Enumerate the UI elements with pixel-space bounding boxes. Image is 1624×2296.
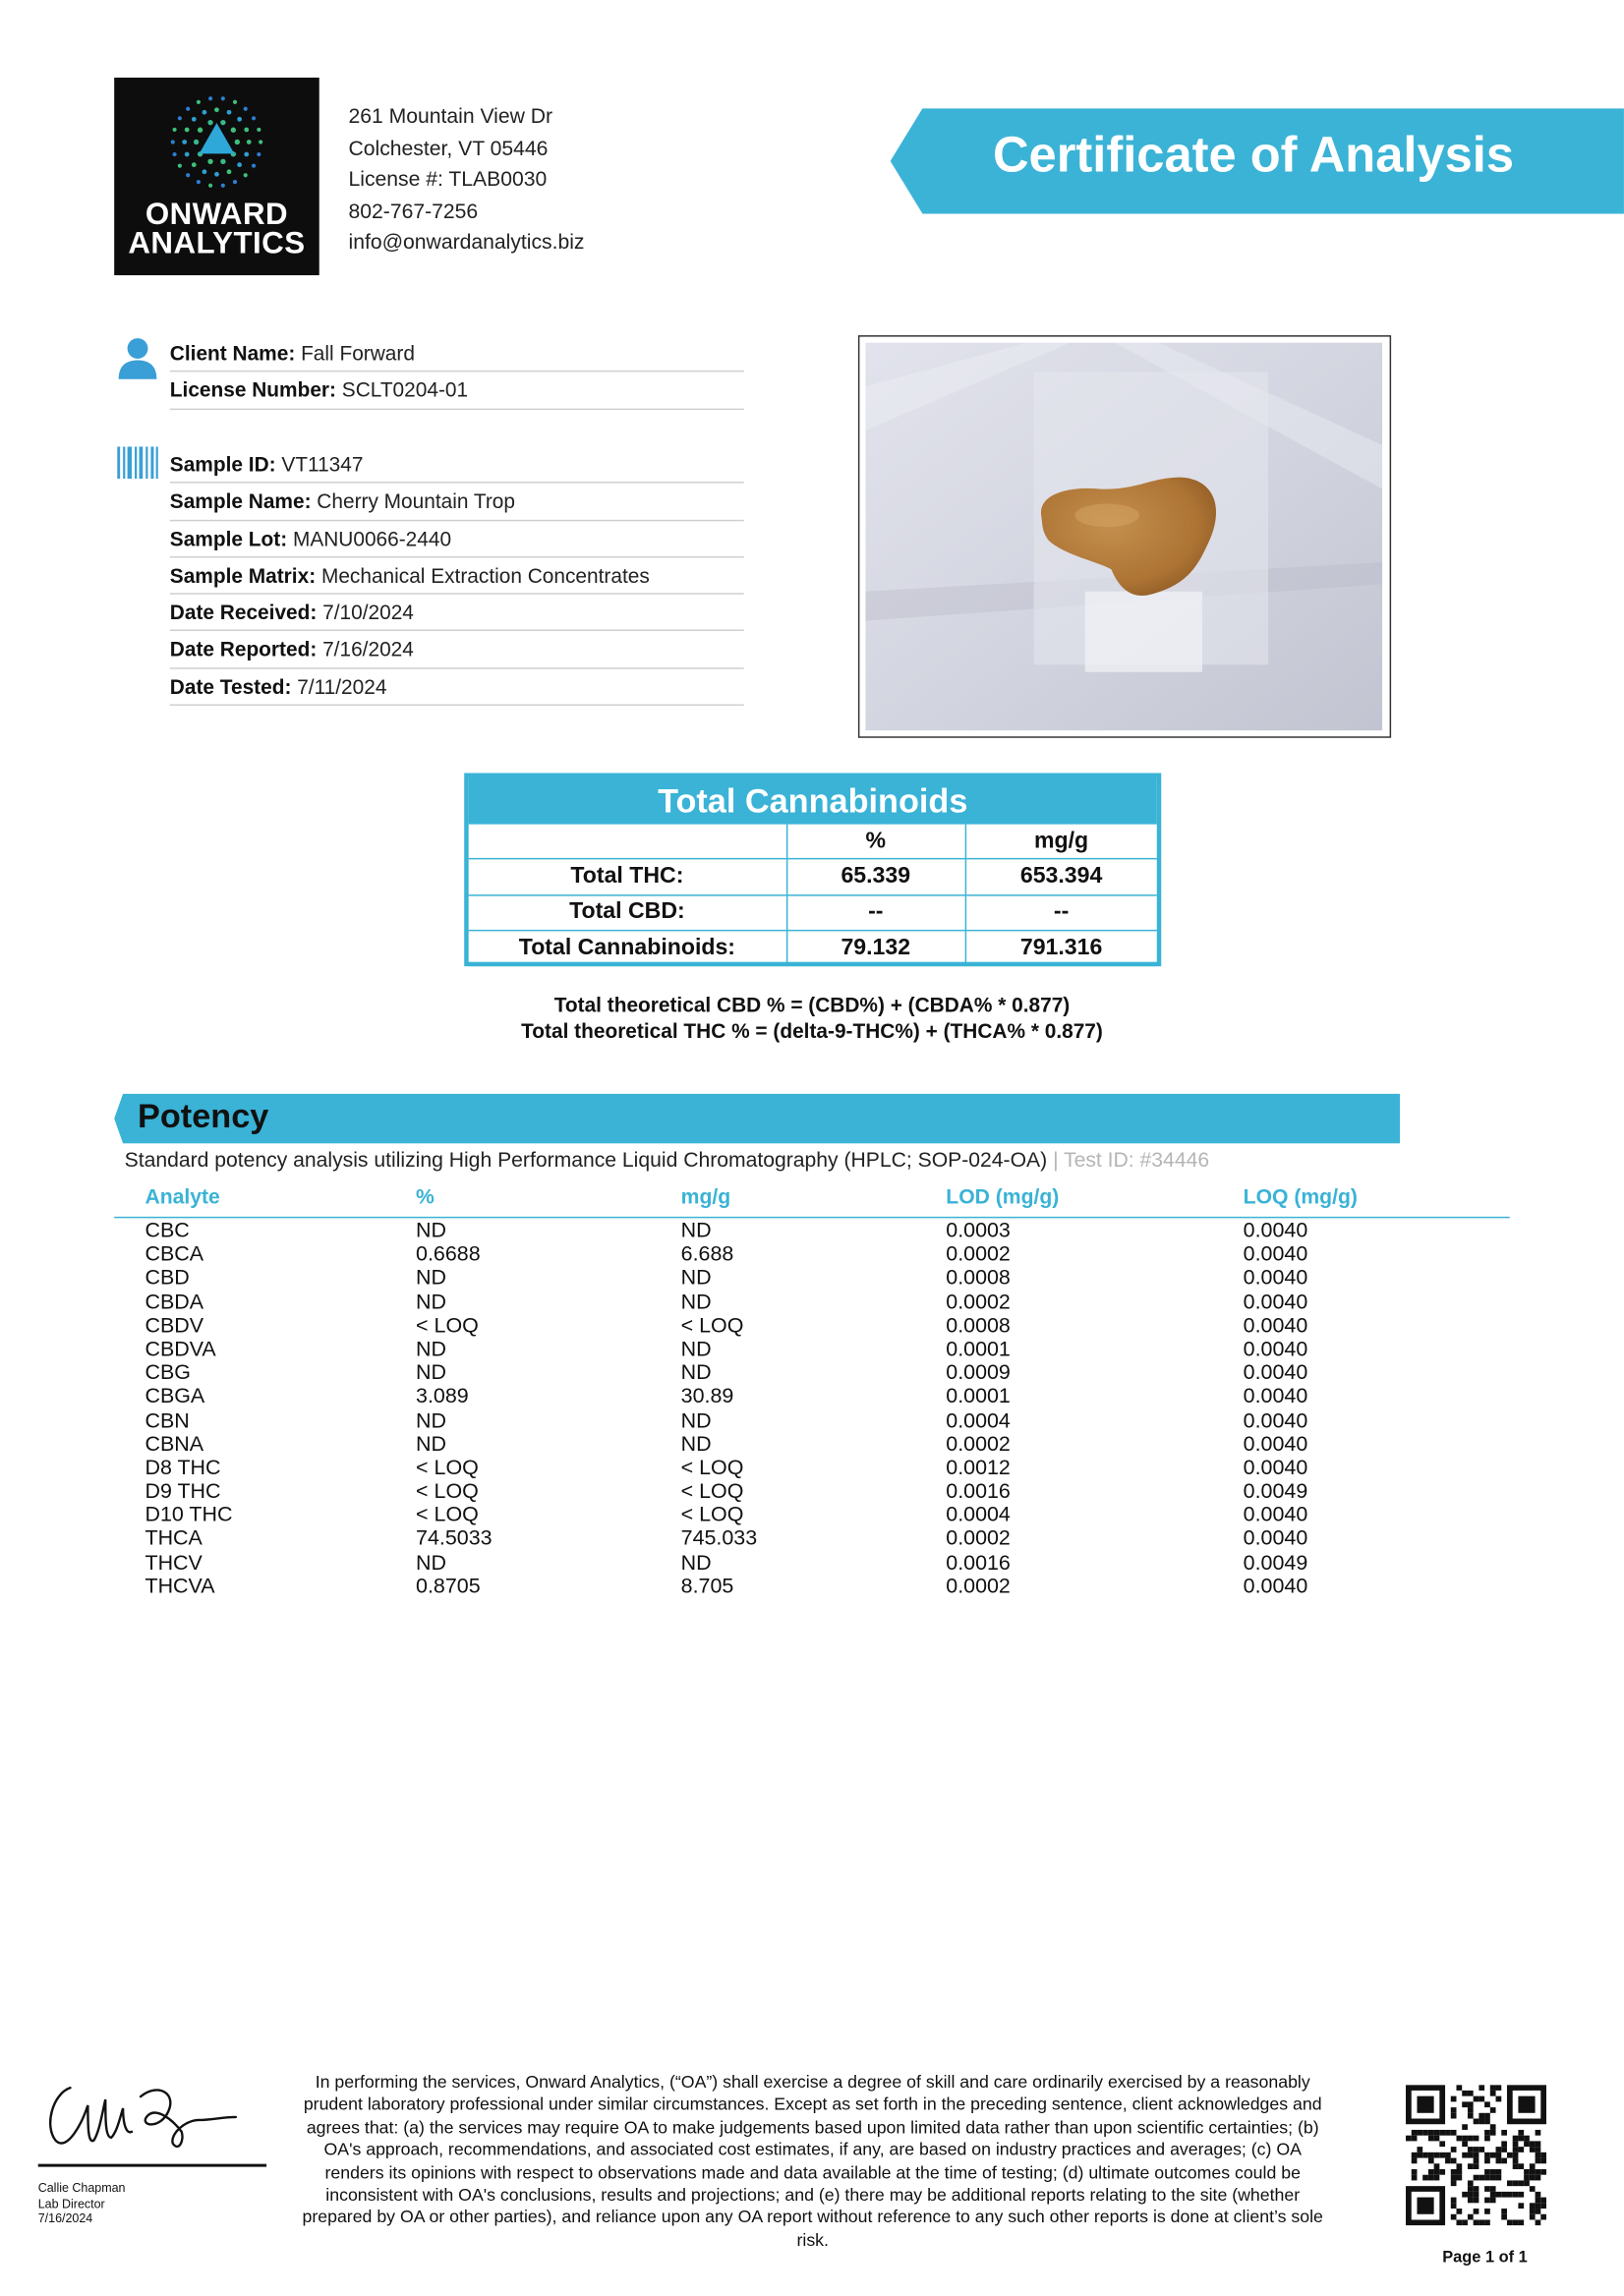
percent-cell: 0.8705 [416, 1575, 481, 1599]
lod-cell: 0.0002 [946, 1242, 1011, 1267]
potency-row [114, 1243, 1510, 1267]
analyte-cell: CBC [145, 1219, 190, 1243]
lod-cell: 0.0016 [946, 1551, 1011, 1576]
lod-cell: 0.0008 [946, 1314, 1011, 1339]
mgg-cell: ND [680, 1338, 712, 1362]
percent-cell: < LOQ [416, 1504, 479, 1528]
potency-row [114, 1527, 1510, 1551]
lod-cell: 0.0009 [946, 1361, 1011, 1386]
lod-cell: 0.0012 [946, 1456, 1011, 1480]
loq-cell: 0.0040 [1243, 1242, 1308, 1267]
total-cannabinoids-table [464, 774, 1161, 967]
lod-cell: 0.0008 [946, 1267, 1011, 1291]
page-number: Page 1 of 1 [1442, 2249, 1528, 2267]
percent-cell: ND [416, 1551, 447, 1576]
sample-info [170, 446, 744, 706]
formula-cbd: Total theoretical CBD % = (CBD%) + (CBDA% * 0.877) [553, 992, 1071, 1016]
percent-cell: < LOQ [416, 1480, 479, 1504]
loq-cell: 0.0040 [1243, 1575, 1308, 1599]
percent-cell: < LOQ [416, 1456, 479, 1480]
lod-cell: 0.0002 [946, 1527, 1011, 1552]
mgg-cell: 745.033 [680, 1527, 758, 1552]
lod-cell: 0.0002 [946, 1432, 1011, 1457]
loq-cell: 0.0040 [1243, 1338, 1308, 1362]
potency-row [114, 1409, 1510, 1433]
potency-table-header [114, 1184, 1510, 1218]
tc-label: Total CBD: [469, 894, 786, 930]
analyte-cell: D8 THC [145, 1456, 221, 1480]
lod-cell: 0.0001 [946, 1338, 1011, 1362]
percent-cell: ND [416, 1408, 447, 1433]
person-icon [117, 337, 158, 381]
lod-cell: 0.0003 [946, 1219, 1011, 1243]
tc-row-total-thc [469, 859, 1157, 894]
sample-photo-image [865, 343, 1382, 731]
qr-code[interactable] [1406, 2085, 1546, 2225]
tc-percent: 79.132 [786, 930, 965, 965]
potency-method [125, 1149, 1209, 1173]
percent-cell: 74.5033 [416, 1527, 493, 1552]
analyte-cell: D10 THC [145, 1504, 233, 1528]
percent-cell: ND [416, 1291, 447, 1315]
analyte-cell: D9 THC [145, 1480, 221, 1504]
total-cannabinoids-grid [469, 825, 1157, 967]
tc-mgg: 791.316 [965, 930, 1157, 965]
mgg-cell: ND [680, 1267, 712, 1291]
mgg-cell: ND [680, 1361, 712, 1386]
lod-cell: 0.0016 [946, 1480, 1011, 1504]
address-email: info@onwardanalytics.biz [348, 231, 585, 256]
col-mgg: mg/g [680, 1185, 731, 1210]
tc-label: Total THC: [469, 859, 786, 894]
analyte-cell: CBG [145, 1361, 191, 1386]
analyte-cell: CBN [145, 1408, 190, 1433]
potency-row [114, 1504, 1510, 1527]
analyte-cell: CBDVA [145, 1338, 216, 1362]
potency-row [114, 1433, 1510, 1457]
address-street: 261 Mountain View Dr [348, 105, 553, 130]
formula-thc: Total theoretical THC % = (delta-9-THC%) + (THCA% * 0.877) [521, 1018, 1103, 1043]
address-license: License #: TLAB0030 [348, 168, 548, 193]
lod-cell: 0.0002 [946, 1575, 1011, 1599]
analyte-cell: CBDV [145, 1314, 204, 1339]
signature-date: 7/16/2024 [37, 2210, 93, 2226]
loq-cell: 0.0040 [1243, 1432, 1308, 1457]
mgg-cell: ND [680, 1432, 712, 1457]
potency-row [114, 1338, 1510, 1361]
signer-name: Callie Chapman [37, 2180, 126, 2195]
date-received-row: Date Received: 7/10/2024 [170, 595, 744, 632]
dots-triangle-icon [164, 92, 269, 198]
formula-notes [0, 991, 1624, 1044]
analyte-cell: CBD [145, 1267, 190, 1291]
mgg-cell: 30.89 [680, 1385, 734, 1409]
client-name-row: Client Name: Fall Forward [170, 335, 744, 373]
mgg-cell: ND [680, 1551, 712, 1576]
loq-cell: 0.0049 [1243, 1480, 1308, 1504]
lod-cell: 0.0004 [946, 1504, 1011, 1528]
signature-line [38, 2164, 266, 2166]
date-tested-row: Date Tested: 7/11/2024 [170, 668, 744, 706]
page-title: Certificate of Analysis [992, 127, 1515, 184]
analyte-cell: THCVA [145, 1575, 215, 1599]
potency-section-title: Potency [138, 1096, 269, 1135]
potency-test-id: | Test ID: #34446 [1053, 1149, 1210, 1174]
loq-cell: 0.0040 [1243, 1219, 1308, 1243]
tc-row-total-cannabinoids [469, 930, 1157, 965]
signer-role: Lab Director [37, 2195, 105, 2210]
sample-photo [858, 335, 1391, 738]
mgg-cell: < LOQ [680, 1314, 744, 1339]
signature-image [38, 2067, 251, 2160]
tc-percent: 65.339 [786, 859, 965, 894]
tc-header-percent: % [786, 825, 965, 859]
loq-cell: 0.0040 [1243, 1291, 1308, 1315]
signature-block [38, 2180, 126, 2227]
certificate-banner [891, 108, 1624, 213]
potency-row [114, 1220, 1510, 1243]
percent-cell: 3.089 [416, 1385, 469, 1409]
loq-cell: 0.0040 [1243, 1456, 1308, 1480]
tc-mgg: -- [965, 894, 1157, 930]
disclaimer-text: In performing the services, Onward Analytics, (“OA”) shall exercise a degree of skill and care ordinarily exercised by a reasonably prudent laboratory professional under similar circumstances. Except as set forth in the preceding sentence, client acknowledges and agrees that: (a) the services may require OA to make judgements based upon limited data rather than upon scientific certainties; (b) OA's approach, recommendations, and associated cost estimates, if any, are based on industry practices and averages; (c) OA renders its opinions with respect to observations made and data available at the time of testing; (d) ultimate outcomes could be inconsistent with OA's conclusions, results and projections; and (e) there may be additional reports relating to the site (whether prepared by OA or other parties), and reliance upon any OA report without reference to any such other reports is done at client’s sole risk. [302, 2071, 1323, 2251]
potency-row [114, 1362, 1510, 1386]
sample-name-row: Sample Name: Cherry Mountain Trop [170, 484, 744, 521]
mgg-cell: < LOQ [680, 1480, 744, 1504]
tc-percent: -- [786, 894, 965, 930]
percent-cell: < LOQ [416, 1314, 479, 1339]
loq-cell: 0.0040 [1243, 1314, 1308, 1339]
percent-cell: ND [416, 1432, 447, 1457]
potency-row [114, 1291, 1510, 1314]
analyte-cell: THCV [145, 1551, 203, 1576]
tc-header-row [469, 825, 1157, 859]
tc-header-mgg: mg/g [965, 825, 1157, 859]
total-cannabinoids-title: Total Cannabinoids [469, 777, 1157, 825]
potency-row [114, 1267, 1510, 1291]
mgg-cell: ND [680, 1408, 712, 1433]
address-city: Colchester, VT 05446 [348, 137, 549, 161]
mgg-cell: 6.688 [680, 1242, 734, 1267]
loq-cell: 0.0040 [1243, 1527, 1308, 1552]
percent-cell: ND [416, 1338, 447, 1362]
logo-text-line1: ONWARD [145, 198, 289, 232]
logo-text-line2: ANALYTICS [128, 226, 306, 261]
lab-address [349, 102, 585, 259]
col-analyte: Analyte [145, 1185, 220, 1210]
tc-header-blank [469, 825, 786, 859]
address-phone: 802-767-7256 [348, 200, 479, 224]
onward-analytics-logo [114, 78, 319, 275]
percent-cell: 0.6688 [416, 1242, 481, 1267]
potency-method-text: Standard potency analysis utilizing High Performance Liquid Chromatography (HPLC; SOP-024-OA) [124, 1149, 1048, 1174]
analyte-cell: THCA [145, 1527, 203, 1552]
loq-cell: 0.0040 [1243, 1504, 1308, 1528]
client-info [170, 335, 744, 409]
mgg-cell: ND [680, 1291, 712, 1315]
potency-row [114, 1457, 1510, 1480]
analyte-cell: CBGA [145, 1385, 205, 1409]
col-loq: LOQ (mg/g) [1243, 1185, 1358, 1210]
barcode-icon [117, 446, 158, 479]
tc-mgg: 653.394 [965, 859, 1157, 894]
col-percent: % [416, 1185, 435, 1210]
loq-cell: 0.0040 [1243, 1385, 1308, 1409]
tc-row-total-cbd [469, 894, 1157, 930]
lod-cell: 0.0001 [946, 1385, 1011, 1409]
loq-cell: 0.0040 [1243, 1267, 1308, 1291]
loq-cell: 0.0049 [1243, 1551, 1308, 1576]
date-reported-row: Date Reported: 7/16/2024 [170, 632, 744, 669]
lod-cell: 0.0004 [946, 1408, 1011, 1433]
loq-cell: 0.0040 [1243, 1361, 1308, 1386]
tc-label: Total Cannabinoids: [469, 930, 786, 965]
mgg-cell: ND [680, 1219, 712, 1243]
mgg-cell: < LOQ [680, 1504, 744, 1528]
potency-section-band [114, 1094, 1400, 1144]
client-license-row: License Number: SCLT0204-01 [170, 373, 744, 410]
sample-matrix-row: Sample Matrix: Mechanical Extraction Concentrates [170, 557, 744, 595]
mgg-cell: 8.705 [680, 1575, 734, 1599]
analyte-cell: CBCA [145, 1242, 204, 1267]
sample-id-row: Sample ID: VT11347 [170, 446, 744, 484]
potency-row [114, 1386, 1510, 1409]
analyte-cell: CBNA [145, 1432, 204, 1457]
loq-cell: 0.0040 [1243, 1408, 1308, 1433]
sample-lot-row: Sample Lot: MANU0066-2440 [170, 521, 744, 558]
potency-table-body [114, 1220, 1510, 1599]
analyte-cell: CBDA [145, 1291, 204, 1315]
potency-row [114, 1314, 1510, 1338]
lod-cell: 0.0002 [946, 1291, 1011, 1315]
percent-cell: ND [416, 1361, 447, 1386]
potency-row [114, 1551, 1510, 1575]
percent-cell: ND [416, 1267, 447, 1291]
percent-cell: ND [416, 1219, 447, 1243]
col-lod: LOD (mg/g) [946, 1185, 1060, 1210]
potency-row [114, 1576, 1510, 1599]
mgg-cell: < LOQ [680, 1456, 744, 1480]
potency-row [114, 1480, 1510, 1504]
